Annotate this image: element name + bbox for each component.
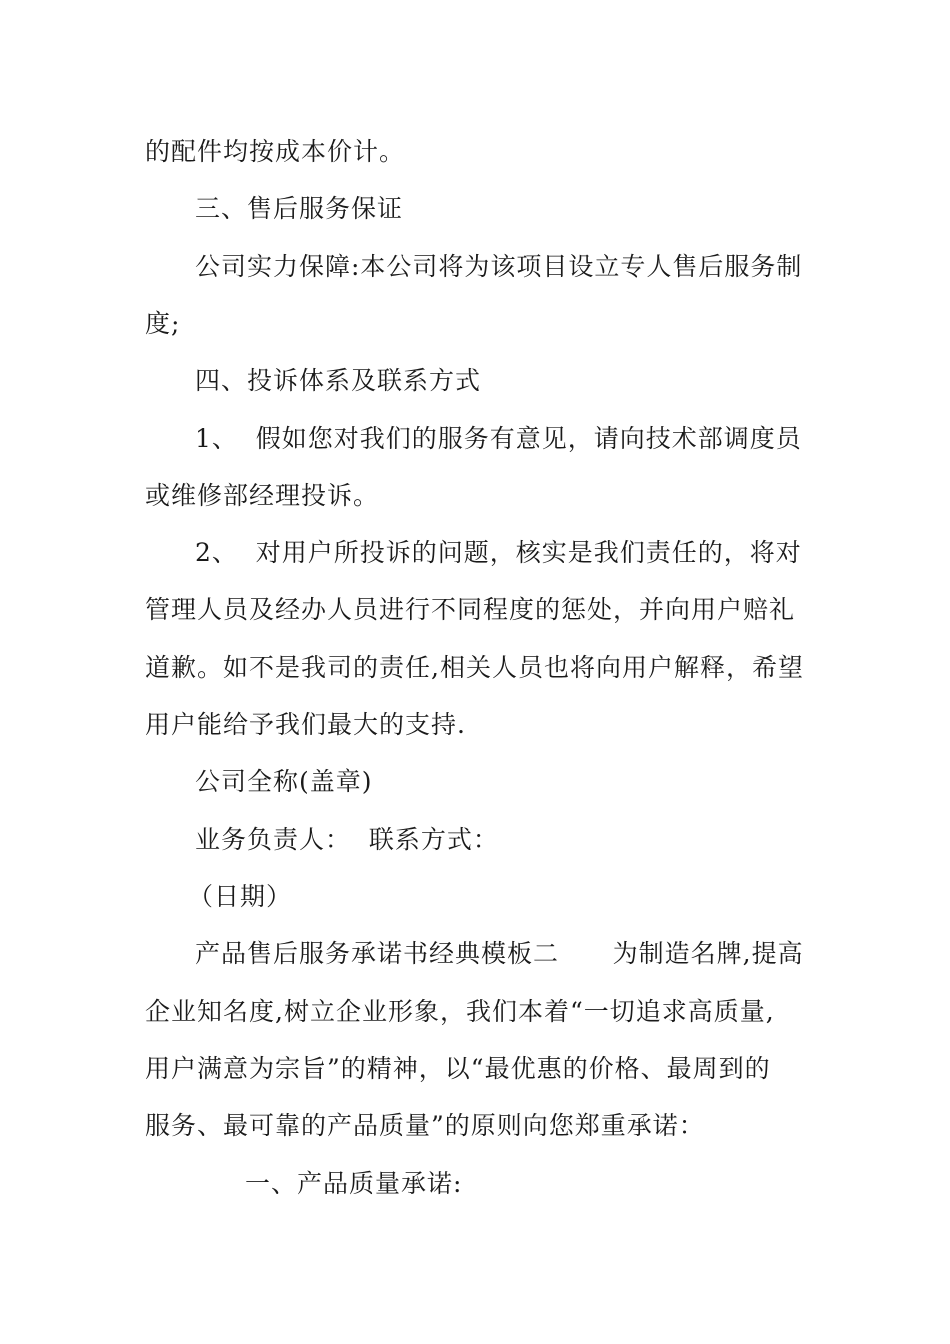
text-line: 企业知名度,树立企业形象，我们本着“一切追求高质量, — [145, 997, 775, 1026]
text-line: 的配件均按成本价计。 — [145, 137, 406, 166]
text-line: 或维修部经理投诉。 — [145, 481, 380, 510]
text-line: 度; — [145, 309, 181, 338]
text-line: 道歉。如不是我司的责任,相关人员也将向用户解释，希望 — [145, 653, 804, 682]
contact-line: 业务负责人： 联系方式： — [195, 825, 499, 854]
template-title-line: 产品售后服务承诺书经典模板二 为制造名牌,提高 — [195, 939, 804, 968]
text-line: 公司实力保障:本公司将为该项目设立专人售后服务制 — [195, 252, 803, 281]
section-heading: 三、售后服务保证 — [195, 194, 404, 223]
text-line: 2、 对用户所投诉的问题，核实是我们责任的，将对 — [195, 538, 802, 567]
text-line: 管理人员及经办人员进行不同程度的惩处，并向用户赔礼 — [145, 595, 796, 624]
section-heading: 四、投诉体系及联系方式 — [195, 366, 482, 395]
section-heading: 一、产品质量承诺: — [245, 1169, 463, 1198]
text-line: 1、 假如您对我们的服务有意见，请向技术部调度员 — [195, 424, 802, 453]
text-line: 用户能给予我们最大的支持. — [145, 710, 466, 739]
text-line: 用户满意为宗旨”的精神，以“最优惠的价格、最周到的 — [145, 1054, 771, 1083]
date-line: （日期） — [188, 882, 293, 911]
company-name-line: 公司全称(盖章) — [195, 767, 373, 796]
text-line: 服务、最可靠的产品质量”的原则向您郑重承诺： — [145, 1111, 705, 1140]
